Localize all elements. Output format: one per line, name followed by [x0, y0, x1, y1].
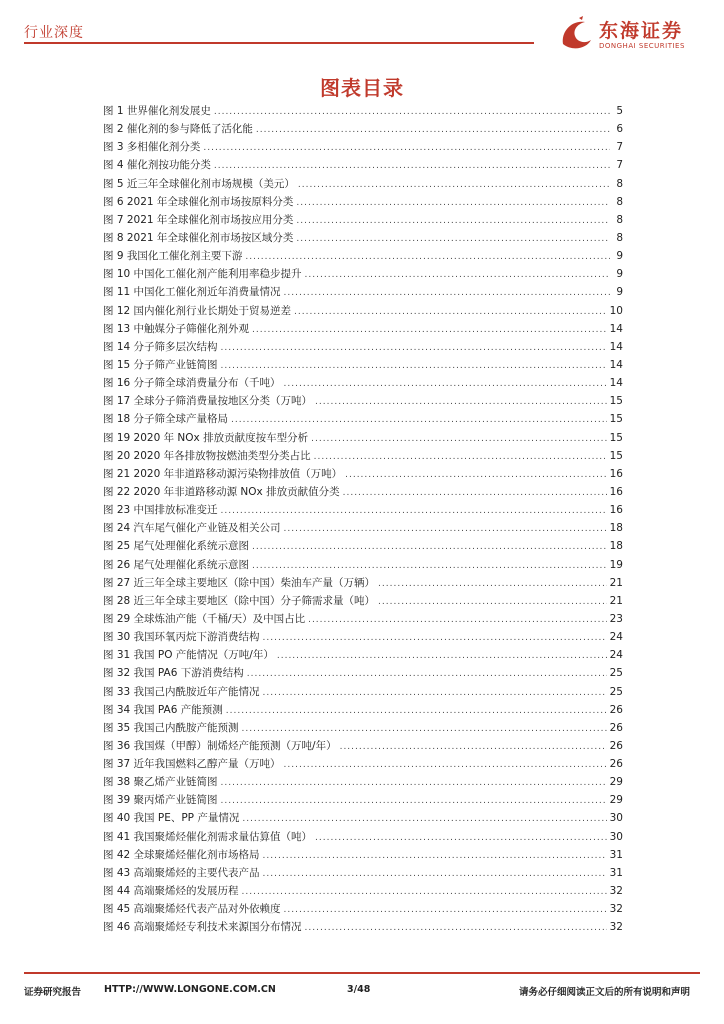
toc-entry-label: 图 20 2020 年各排放物按燃油类型分类占比 [103, 449, 311, 462]
toc-entry[interactable] [103, 773, 623, 791]
dragon-logo-icon [557, 14, 597, 56]
toc-entry[interactable] [103, 501, 623, 519]
toc-entry-label: 图 44 高端聚烯烃的发展历程 [103, 885, 239, 898]
toc-leader-dots [277, 647, 607, 665]
toc-entry-page: 15 [609, 449, 623, 462]
toc-leader-dots [378, 593, 607, 611]
toc-entry[interactable] [103, 320, 623, 338]
toc-entry-label: 图 33 我国己内酰胺近年产能情况 [103, 685, 260, 698]
toc-entry[interactable] [103, 719, 623, 737]
toc-leader-dots [221, 774, 607, 792]
toc-leader-dots [263, 865, 607, 883]
toc-leader-dots [221, 339, 607, 357]
toc-entry[interactable] [103, 846, 623, 864]
toc-entry[interactable] [103, 229, 623, 247]
toc-entry-page: 18 [609, 522, 623, 535]
table-of-figures [103, 102, 623, 936]
toc-leader-dots [284, 756, 607, 774]
toc-entry-page: 21 [609, 576, 623, 589]
toc-leader-dots [343, 484, 607, 502]
toc-entry[interactable] [103, 211, 623, 229]
toc-leader-dots [345, 466, 607, 484]
toc-entry-page: 15 [609, 413, 623, 426]
toc-entry-page: 8 [616, 195, 623, 208]
toc-entry[interactable] [103, 791, 623, 809]
toc-leader-dots [308, 611, 607, 629]
toc-entry[interactable] [103, 374, 623, 392]
toc-leader-dots [242, 883, 607, 901]
toc-entry-label: 图 12 国内催化剂行业长期处于贸易逆差 [103, 304, 292, 317]
toc-entry-label: 图 21 2020 年非道路移动源污染物排放值（万吨） [103, 467, 343, 480]
toc-leader-dots [252, 321, 607, 339]
toc-entry-label: 图 23 中国排放标准变迁 [103, 504, 218, 517]
toc-entry-label: 图 37 近年我国燃料乙醇产量（万吨） [103, 758, 281, 771]
toc-entry[interactable] [103, 882, 623, 900]
toc-leader-dots [231, 411, 607, 429]
toc-leader-dots [294, 303, 607, 321]
toc-leader-dots [252, 538, 607, 556]
toc-entry[interactable] [103, 156, 623, 174]
toc-entry-page: 26 [609, 721, 623, 734]
toc-entry[interactable] [103, 302, 623, 320]
toc-entry-page: 14 [609, 358, 623, 371]
toc-leader-dots [221, 502, 607, 520]
toc-entry-label: 图 3 多相催化剂分类 [103, 141, 201, 154]
toc-entry[interactable] [103, 338, 623, 356]
toc-entry[interactable] [103, 483, 623, 501]
toc-entry[interactable] [103, 519, 623, 537]
toc-entry-page: 30 [609, 812, 623, 825]
toc-entry-label: 图 6 2021 年全球催化剂市场按原料分类 [103, 195, 294, 208]
logo-chinese-name: 东海证券 [599, 20, 684, 42]
toc-leader-dots [203, 139, 610, 157]
toc-entry-page: 16 [609, 467, 623, 480]
toc-entry[interactable] [103, 537, 623, 555]
toc-entry-label: 图 27 近三年全球主要地区（除中国）柴油车产量（万辆） [103, 576, 376, 589]
toc-leader-dots [296, 194, 610, 212]
toc-leader-dots [221, 357, 607, 375]
section-label: 行业深度 [24, 25, 84, 41]
toc-entry-label: 图 31 我国 PO 产能情况（万吨/年） [103, 649, 274, 662]
toc-entry-label: 图 28 近三年全球主要地区（除中国）分子筛需求量（吨） [103, 594, 376, 607]
toc-entry-page: 9 [616, 250, 623, 263]
toc-entry[interactable] [103, 283, 623, 301]
toc-entry-label: 图 4 催化剂按功能分类 [103, 159, 211, 172]
footer-url[interactable]: HTTP://WWW.LONGONE.COM.CN [104, 984, 276, 995]
toc-entry-page: 14 [609, 322, 623, 335]
toc-leader-dots [263, 629, 607, 647]
toc-leader-dots [245, 248, 610, 266]
toc-entry-page: 8 [616, 213, 623, 226]
toc-entry[interactable] [103, 809, 623, 827]
toc-entry-label: 图 7 2021 年全球催化剂市场按应用分类 [103, 213, 294, 226]
toc-leader-dots [256, 121, 610, 139]
toc-leader-dots [378, 575, 607, 593]
toc-entry-label: 图 24 汽车尾气催化产业链及相关公司 [103, 522, 281, 535]
toc-leader-dots [314, 448, 607, 466]
toc-entry-label: 图 18 分子筛全球产量格局 [103, 413, 229, 426]
toc-entry[interactable] [103, 737, 623, 755]
toc-entry[interactable] [103, 356, 623, 374]
toc-entry[interactable] [103, 410, 623, 428]
toc-entry[interactable] [103, 447, 623, 465]
toc-entry-label: 图 2 催化剂的参与降低了活化能 [103, 123, 253, 136]
toc-entry-page: 21 [609, 594, 623, 607]
toc-entry-label: 图 9 我国化工催化剂主要下游 [103, 250, 243, 263]
toc-leader-dots [226, 702, 607, 720]
toc-entry-label: 图 40 我国 PE、PP 产量情况 [103, 812, 240, 825]
toc-leader-dots [315, 829, 607, 847]
toc-leader-dots [247, 665, 607, 683]
toc-entry-label: 图 41 我国聚烯烃催化剂需求量估算值（吨） [103, 830, 313, 843]
toc-leader-dots [242, 720, 607, 738]
toc-entry-page: 24 [609, 649, 623, 662]
toc-entry[interactable] [103, 429, 623, 447]
toc-leader-dots [242, 810, 606, 828]
toc-entry-label: 图 1 世界催化剂发展史 [103, 105, 211, 117]
toc-entry[interactable] [103, 102, 623, 120]
toc-entry[interactable] [103, 864, 623, 882]
toc-entry-label: 图 13 中触媒分子筛催化剂外观 [103, 322, 250, 335]
toc-leader-dots [214, 103, 610, 121]
toc-entry-page: 29 [609, 794, 623, 807]
toc-entry[interactable] [103, 574, 623, 592]
footer-report-type: 证券研究报告 [24, 987, 82, 998]
footer-page-number: 3/48 [347, 984, 371, 995]
toc-entry-page: 9 [616, 286, 623, 299]
toc-entry-label: 图 11 中国化工催化剂近年消费量情况 [103, 286, 281, 299]
toc-leader-dots [284, 901, 607, 919]
toc-entry-page: 8 [616, 231, 623, 244]
toc-title: 图表目录 [320, 76, 404, 100]
toc-entry-label: 图 32 我国 PA6 下游消费结构 [103, 667, 244, 680]
toc-entry-page: 8 [616, 177, 623, 190]
toc-entry-label: 图 46 高端聚烯烃专利技术来源国分布情况 [103, 921, 302, 934]
toc-leader-dots [214, 157, 610, 175]
toc-entry[interactable] [103, 683, 623, 701]
toc-entry-label: 图 8 2021 年全球催化剂市场按区域分类 [103, 231, 294, 244]
toc-entry-label: 图 42 全球聚烯烃催化剂市场格局 [103, 848, 260, 861]
toc-leader-dots [315, 393, 607, 411]
toc-entry-page: 16 [609, 504, 623, 517]
toc-entry[interactable] [103, 900, 623, 918]
toc-entry-page: 26 [609, 739, 623, 752]
toc-leader-dots [296, 230, 610, 248]
toc-entry-label: 图 29 全球炼油产能（千桶/天）及中国占比 [103, 612, 306, 625]
toc-leader-dots [284, 284, 610, 302]
toc-entry-page: 32 [609, 903, 623, 916]
toc-entry-page: 25 [609, 685, 623, 698]
toc-leader-dots [296, 212, 610, 230]
toc-entry-page: 31 [609, 848, 623, 861]
toc-entry-page: 7 [616, 141, 623, 154]
toc-entry-label: 图 38 聚乙烯产业链简图 [103, 776, 218, 789]
toc-entry-page: 24 [609, 631, 623, 644]
toc-entry-label: 图 10 中国化工催化剂产能利用率稳步提升 [103, 268, 302, 281]
toc-entry-page: 32 [609, 885, 623, 898]
toc-entry[interactable] [103, 392, 623, 410]
company-logo [557, 14, 707, 56]
toc-entry-page: 5 [616, 105, 623, 117]
toc-entry-label: 图 30 我国环氧丙烷下游消费结构 [103, 631, 260, 644]
toc-leader-dots [221, 792, 607, 810]
toc-entry[interactable] [103, 755, 623, 773]
toc-entry[interactable] [103, 193, 623, 211]
toc-entry-label: 图 19 2020 年 NOx 排放贡献度按车型分析 [103, 431, 309, 444]
toc-leader-dots [252, 557, 607, 575]
toc-entry-page: 29 [609, 776, 623, 789]
toc-entry-page: 9 [616, 268, 623, 281]
toc-entry-page: 16 [609, 485, 623, 498]
toc-entry[interactable] [103, 138, 623, 156]
toc-entry-label: 图 36 我国煤（甲醇）制烯烃产能预测（万吨/年） [103, 739, 337, 752]
toc-entry-label: 图 22 2020 年非道路移动源 NOx 排放贡献值分类 [103, 485, 340, 498]
toc-entry-label: 图 45 高端聚烯烃代表产品对外依赖度 [103, 903, 281, 916]
toc-leader-dots [263, 684, 607, 702]
footer-disclaimer: 请务必仔细阅读正文后的所有说明和声明 [519, 987, 691, 998]
toc-leader-dots [340, 738, 607, 756]
toc-entry-page: 15 [609, 431, 623, 444]
toc-entry[interactable] [103, 592, 623, 610]
toc-entry-page: 6 [616, 123, 623, 136]
toc-entry-label: 图 16 分子筛全球消费量分布（千吨） [103, 377, 281, 390]
toc-entry-label: 图 25 尾气处理催化系统示意图 [103, 540, 250, 553]
toc-leader-dots [284, 520, 607, 538]
toc-entry-label: 图 34 我国 PA6 产能预测 [103, 703, 223, 716]
toc-entry-page: 26 [609, 758, 623, 771]
toc-leader-dots [305, 919, 607, 937]
toc-entry-page: 7 [616, 159, 623, 172]
toc-entry[interactable] [103, 701, 623, 719]
toc-entry[interactable] [103, 175, 623, 193]
toc-entry-label: 图 17 全球分子筛消费量按地区分类（万吨） [103, 395, 313, 408]
toc-entry-page: 32 [609, 921, 623, 934]
toc-entry[interactable] [103, 556, 623, 574]
toc-entry[interactable] [103, 265, 623, 283]
toc-entry-page: 14 [609, 377, 623, 390]
toc-entry-page: 15 [609, 395, 623, 408]
toc-entry-page: 19 [609, 558, 623, 571]
toc-entry[interactable] [103, 610, 623, 628]
toc-entry-label: 图 43 高端聚烯烃的主要代表产品 [103, 866, 260, 879]
toc-entry-label: 图 35 我国己内酰胺产能预测 [103, 721, 239, 734]
toc-entry-page: 25 [609, 667, 623, 680]
toc-entry[interactable] [103, 247, 623, 265]
toc-entry-page: 26 [609, 703, 623, 716]
toc-leader-dots [263, 847, 607, 865]
toc-entry-page: 18 [609, 540, 623, 553]
toc-entry[interactable] [103, 465, 623, 483]
toc-entry-label: 图 26 尾气处理催化系统示意图 [103, 558, 250, 571]
toc-entry[interactable] [103, 918, 623, 936]
toc-entry-page: 23 [609, 612, 623, 625]
logo-english-name: DONGHAI SECURITIES [599, 42, 685, 50]
toc-leader-dots [284, 375, 607, 393]
toc-entry-page: 10 [609, 304, 623, 317]
toc-leader-dots [305, 266, 610, 284]
toc-entry[interactable] [103, 646, 623, 664]
toc-leader-dots [298, 176, 610, 194]
toc-entry-label: 图 39 聚丙烯产业链简图 [103, 794, 218, 807]
header-divider [24, 42, 534, 44]
toc-entry-page: 31 [609, 866, 623, 879]
footer-divider [24, 972, 700, 974]
toc-entry[interactable] [103, 664, 623, 682]
toc-entry-page: 14 [609, 340, 623, 353]
toc-entry[interactable] [103, 628, 623, 646]
toc-entry-label: 图 14 分子筛多层次结构 [103, 340, 218, 353]
toc-leader-dots [311, 430, 607, 448]
toc-entry[interactable] [103, 828, 623, 846]
toc-entry-label: 图 5 近三年全球催化剂市场规模（美元） [103, 177, 295, 190]
toc-entry-label: 图 15 分子筛产业链简图 [103, 358, 218, 371]
toc-entry-page: 30 [609, 830, 623, 843]
toc-entry[interactable] [103, 120, 623, 138]
